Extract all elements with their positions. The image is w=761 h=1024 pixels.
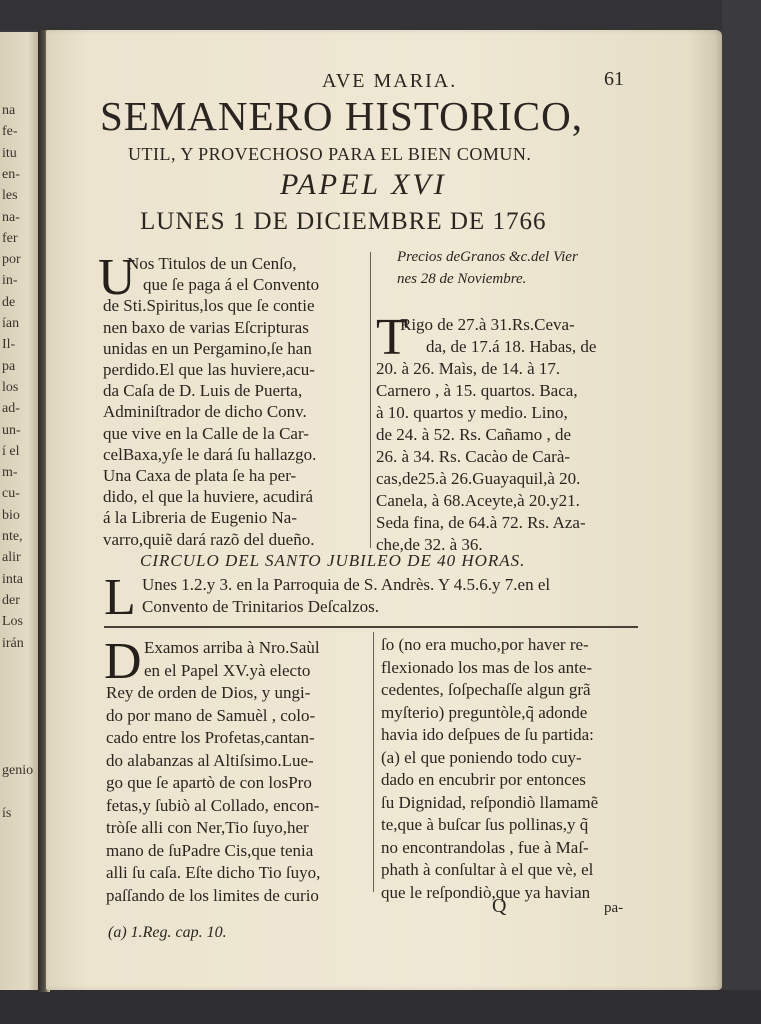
facing-page-text: m-: [2, 465, 18, 481]
text-line: cado entre los Profetas,cantan-: [106, 728, 315, 747]
circulo-text: [142, 574, 550, 618]
facing-page-text: na-: [2, 209, 20, 225]
text-line: alli ſu caſa. Eſte dicho Tio ſuyo,: [106, 863, 321, 882]
facing-page-text: los: [2, 379, 19, 395]
text-line: ſu Dignidad, reſpondiò llamamẽ: [381, 792, 599, 812]
text-line: celBaxa,yſe le dará ſu hallazgo.: [103, 444, 317, 464]
scan-background-top: [0, 0, 761, 30]
text-line: te,que à buſcar ſus pollinas,y q̃: [381, 815, 589, 834]
facing-page-text: fe-: [2, 124, 18, 140]
catchword: pa-: [604, 900, 624, 916]
facing-page-text: der: [2, 592, 20, 608]
text-line: da, de 17.á 18. Habas, de: [426, 337, 597, 356]
text-line: varro,quiẽ dará razõ del dueño.: [103, 529, 315, 549]
text-line: à 10. quartos y medio. Lino,: [376, 403, 568, 422]
text-line: Convento de Trinitarios Deſcalzos.: [142, 597, 380, 616]
text-line: perdido.El que las huviere,acu-: [103, 360, 315, 380]
facing-page-text: cu-: [2, 486, 20, 502]
facing-page-text: alir: [2, 550, 21, 566]
text-line: Canela, à 68.Aceyte,à 20.y21.: [376, 491, 580, 510]
text-line: 20. à 26. Maìs, de 14. à 17.: [376, 359, 561, 378]
text-line: paſſando de los limites de curio: [106, 885, 319, 905]
text-line: go que ſe apartò de con losPro: [106, 773, 312, 792]
facing-page-text: por: [2, 252, 21, 268]
text-line: Seda fina, de 64.à 72. Rs. Aza-: [376, 513, 586, 532]
circulo-dropcap: L: [104, 569, 136, 626]
facing-page-text: genio: [2, 763, 34, 779]
text-line: phath à conſultar à el que vè, el: [381, 860, 594, 879]
prices-column: [376, 309, 597, 556]
section-divider: [104, 626, 638, 628]
facing-page-text: Il-: [2, 337, 16, 353]
facing-page-text: ís: [2, 805, 12, 821]
main-left-column: [104, 633, 321, 907]
facing-page-text: nte,: [2, 529, 23, 544]
facing-page-text: í el: [2, 443, 20, 459]
facing-page-text: pa: [2, 358, 16, 374]
facing-page-text: inta: [2, 571, 23, 587]
text-line: Examos arriba à Nro.Saùl: [144, 638, 320, 657]
notice-dropcap: U: [98, 249, 136, 306]
facing-page-text: bio: [2, 507, 20, 523]
column-divider: [370, 252, 371, 548]
text-line: Adminiſtrador de dicho Conv.: [103, 402, 307, 422]
text-line: myſterio) preguntòle,q̃ adonde: [381, 702, 588, 722]
text-line: Rey de orden de Dios, y ungi-: [106, 683, 311, 702]
prices-heading-line: Precios deGranos &c.del Vier: [397, 249, 578, 265]
page-title: SEMANERO HISTORICO,: [100, 93, 583, 139]
prices-dropcap: T: [376, 309, 408, 366]
facing-page-text: na: [2, 103, 16, 118]
issue-date: LUNES 1 DE DICIEMBRE DE 1766: [140, 208, 547, 235]
text-line: de 24. à 52. Rs. Cañamo , de: [376, 425, 571, 444]
page-subtitle: UTIL, Y PROVECHOSO PARA EL BIEN COMUN.: [128, 144, 532, 164]
text-line: en el Papel XV.yà electo: [144, 660, 311, 680]
text-line: mano de ſuPadre Cis,que tenia: [106, 840, 314, 860]
ave-maria-heading: AVE MARIA.: [322, 70, 458, 92]
text-line: ſo (no era mucho,por haver re-: [381, 635, 589, 654]
footnote: (a) 1.Reg. cap. 10.: [108, 924, 227, 941]
text-line: que vive en la Calle de la Car-: [103, 423, 309, 443]
text-line: do alabanzas al Altiſsimo.Lue-: [106, 750, 314, 770]
facing-page-text: en-: [2, 166, 20, 182]
text-line: unidas en un Pergamino,ſe han: [103, 338, 312, 358]
issue-number: PAPEL XVI: [280, 168, 447, 201]
facing-page-text: les: [2, 188, 18, 204]
facing-page-text: irán: [2, 635, 24, 651]
text-line: á la Libreria de Eugenio Na-: [103, 508, 297, 528]
text-line: dido, el que la huviere, acudirá: [103, 487, 314, 507]
text-line: Nos Titulos de un Cenſo,: [127, 254, 297, 273]
text-line: havia ido deſpues de ſu partida:: [381, 725, 594, 744]
text-line: Carnero , à 15. quartos. Baca,: [376, 381, 578, 400]
notice-column: [103, 253, 319, 550]
facing-page-text: fer: [2, 230, 18, 246]
prices-heading: [397, 246, 578, 290]
text-line: Rigo de 27.à 31.Rs.Ceva-: [400, 315, 575, 334]
text-line: Una Caxa de plata ſe ha per-: [103, 466, 297, 486]
facing-page-text: un-: [2, 422, 21, 438]
text-line: de Sti.Spiritus,los que ſe contie: [103, 296, 315, 316]
text-line: tròſe alli con Ner,Tio ſuyo,her: [106, 818, 309, 837]
text-line: che,de 32. à 36.: [376, 535, 483, 554]
main-right-column: [381, 634, 598, 904]
text-line: da Caſa de D. Luis de Puerta,: [103, 381, 303, 401]
text-line: (a) el que poniendo todo cuy-: [381, 747, 582, 767]
text-line: flexionado los mas de los ante-: [381, 657, 593, 677]
text-line: no encontrandolas , fue à Maſ-: [381, 837, 589, 857]
facing-page-fragment: [0, 32, 40, 990]
text-line: 26. à 34. Rs. Cacào de Carà-: [376, 447, 571, 466]
text-line: fetas,y ſubiò al Collado, encon-: [106, 795, 320, 815]
main-dropcap: D: [104, 633, 142, 690]
prices-heading-line: nes 28 de Noviembre.: [397, 271, 527, 287]
text-line: cas,de25.à 26.Guayaquil,à 20.: [376, 469, 581, 488]
signature-mark: Q: [492, 895, 507, 917]
facing-page-text: in-: [2, 273, 18, 289]
text-line: cedentes, ſoſpechaſſe algun grã: [381, 680, 591, 699]
column-divider: [373, 632, 374, 892]
text-line: dado en encubrir por entonces: [381, 770, 586, 789]
facing-page-text: de: [2, 294, 16, 310]
circulo-heading: CIRCULO DEL SANTO JUBILEO DE 40 HORAS.: [140, 551, 526, 570]
facing-page-text: itu: [2, 145, 17, 161]
facing-page-text: Los: [2, 614, 23, 630]
text-line: nen baxo de varias Eſcripturas: [103, 317, 309, 337]
facing-page-text: ad-: [2, 401, 20, 417]
text-line: do por mano de Samuèl , colo-: [106, 705, 316, 725]
text-line: Unes 1.2.y 3. en la Parroquia de S. Andrès. Y 4.5.6.y 7.en el: [142, 575, 551, 594]
text-line: que le reſpondiò,que ya havian: [381, 882, 591, 902]
facing-page-text: ían: [2, 316, 20, 331]
scan-background-right: [722, 0, 761, 1024]
scan-background-bottom: [0, 990, 761, 1024]
page-number: 61: [604, 68, 624, 90]
text-line: que ſe paga á el Convento: [143, 275, 320, 295]
